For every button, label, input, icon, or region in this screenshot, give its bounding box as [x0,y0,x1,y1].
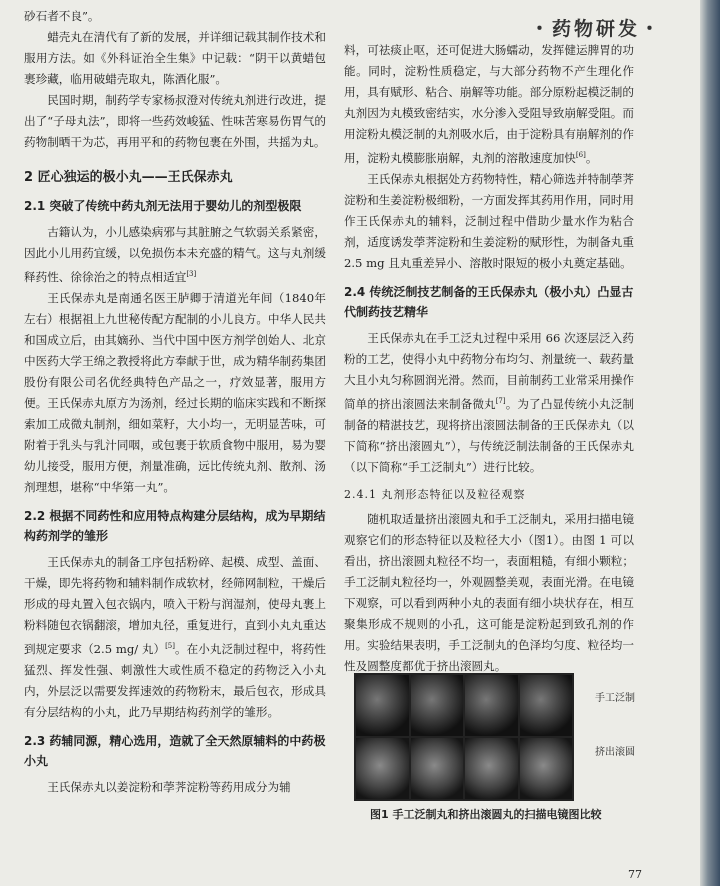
citation: [6] [575,151,586,159]
paragraph: 随机取适量挤出滚圆丸和手工泛制丸，采用扫描电镜观察它们的形态特征以及粒径大小（图1）。由图 1 可以看出，挤出滚圆丸粒径不均一，表面粗糙，有细小颗粒；手工泛制丸粒径均一，外观圆整美观，表面光滑。在电镜下观察，可以看到两种小丸的表面有细小块状存在，相互聚集形成不规则的小孔，这可能是淀粉起到致孔剂的作用。实验结果表明，手工泛制丸的色泽均匀度、粒径均一性及圆整度都优于挤出滚圆丸。 [344,511,634,673]
figure-row-label: 手工泛制 [595,693,635,704]
paragraph: 料，可祛痰止呕，还可促进大肠蠕动，发挥健运脾胃的功能。同时，淀粉性质稳定，与大部分药物不产生理化作用，具有赋形、粘合、崩解等功能。部分原粉起模泛制的丸剂因为丸模致密结实，水分渗入受阻导致崩解受阻。而用淀粉丸模泛制的丸剂吸水后，由于淀粉具有崩解剂的作用，淀粉丸模膨胀崩解，丸剂的溶散速度加快[6]。 [344,43,634,165]
section-heading-2-3: 2.3 药辅同源，精心选用，造就了全天然原辅料的中药极小丸 [24,733,326,768]
sem-figure [350,665,650,815]
sem-image [465,738,518,799]
citation: [7] [495,396,506,405]
citation: [5] [165,641,175,650]
right-column [344,40,634,677]
paragraph: 王氏保赤丸根据处方药物特性，精心筛选并特制荸荠淀粉和生姜淀粉极细粉，一方面发挥其药用作用，同时用作王氏保赤丸的辅料，泛制过程中借助少量水作为粘合剂，适度诱发荸荠淀粉和生姜淀粉的赋形性，为制备丸重 2.5 mg 且丸重差异小、溶散时限短的极小丸奠定基础。 [344,171,634,270]
section-heading-2: 2 匠心独运的极小丸——王氏保赤丸 [24,170,233,185]
paragraph: 王氏保赤丸以姜淀粉和荸荠淀粉等药用成分为辅 [47,779,291,794]
section-header: ・药物研发・ [529,18,662,40]
citation: [3] [186,270,197,278]
sem-image-grid [354,673,574,801]
sem-image [411,738,464,799]
paragraph: 王氏保赤丸在手工泛丸过程中采用 66 次逐层泛入药粉的工艺，使得小丸中药物分布均匀、剂量统一、载药量大且小丸匀称圆润光滑。然而，目前制药工业常采用操作简单的挤出滚圆法来制备微丸[7]。为了凸显传统小丸泛制制备的精湛技艺，现将挤出滚圆法制备的王氏保赤丸（以下简称“挤出滚圆丸”），与传统泛制法制备的王氏保赤丸（以下简称“手工泛制丸”）进行比较。 [344,330,634,474]
sem-image [520,675,573,736]
paragraph: 砂石者不良”。 [24,9,100,23]
paragraph: 蜡壳丸在清代有了新的发展，并详细记载其制作技术和服用方法。如《外科证治全生集》中记载：“阴干以黄蜡包裹珍藏，临用破蜡壳取丸，陈酒化服”。 [24,30,326,86]
sem-image [520,738,573,799]
book-spine [700,0,720,886]
section-heading-2-4-1: 2.4.1 丸剂形态特征以及粒径观察 [344,487,526,501]
paragraph: 王氏保赤丸是南通名医王胪卿于清道光年间（1840年左右）根据祖上九世秘传配方配制的小儿良方。中华人民共和国成立后，由其嫡孙、当代中国中医方剂学创始人、北京中医药大学王绵之教授将此方奉献于世，成为精华制药集团股份有限公司名优经典特色产品之一，疗效显著，服用方便。王氏保赤丸原方为汤剂，经过长期的临床实践和不断探索加工成微丸制剂，细如菜籽，大小均一，无明显苦味，可附着于乳头与乳汁同咽，或包裹于软质食物中服用，易为婴幼儿接受，服用方便，剂量准确，远比传统丸剂、散剂、汤剂理想，堪称“中华第一丸”。 [24,290,326,494]
section-heading-2-1: 2.1 突破了传统中药丸剂无法用于婴幼儿的剂型极限 [24,199,302,213]
sem-image [356,738,409,799]
sem-image [411,675,464,736]
figure-caption: 图1 手工泛制丸和挤出滚圆丸的扫描电镜图比较 [370,808,602,821]
paragraph: 民国时期，制药学专家杨叔澄对传统丸剂进行改进，提出了“子母丸法”，即将一些药效峻猛、性味苦寒易伤胃气的药物制晒干为芯，再用平和的药物包裹在外围，共摇为丸。 [24,93,326,149]
sem-image [465,675,518,736]
figure-row-label: 挤出滚圆 [595,747,635,758]
section-heading-2-2: 2.2 根据不同药性和应用特点构建分层结构，成为早期结构药剂学的雏形 [24,508,326,543]
page-number: 77 [628,868,642,881]
section-heading-2-4: 2.4 传统泛制技艺制备的王氏保赤丸（极小丸）凸显古代制药技艺精华 [344,284,634,319]
sem-image [356,675,409,736]
paragraph: 古籍认为，小儿感染病邪与其脏腑之气软弱关系紧密，因此小儿用药宜缓，以免损伤本未充盛的精气。这与丸剂缓释药性、徐徐治之的特点相适宜[3] [24,225,326,284]
paragraph: 王氏保赤丸的制备工序包括粉碎、起模、成型、盖面、干燥，即先将药物和辅料制作成软材，经筛网制粒，干燥后形成的母丸置入包衣锅内，喷入干粉与润湿剂，使母丸裹上粉料随包衣锅翻滚，增加丸径，重复进行，直到小丸丸重达到规定要求（2.5 mg/ 丸）[5]。在小丸泛制过程中，将药性猛烈、挥发性强、刺激性大或性质不稳定的药物泛入小丸内，外层泛以需要发挥速效的药物粉末，最后包衣，形成具有分层结构的小丸，此乃早期结构药剂学的雏形。 [24,554,326,719]
left-column [24,6,326,798]
